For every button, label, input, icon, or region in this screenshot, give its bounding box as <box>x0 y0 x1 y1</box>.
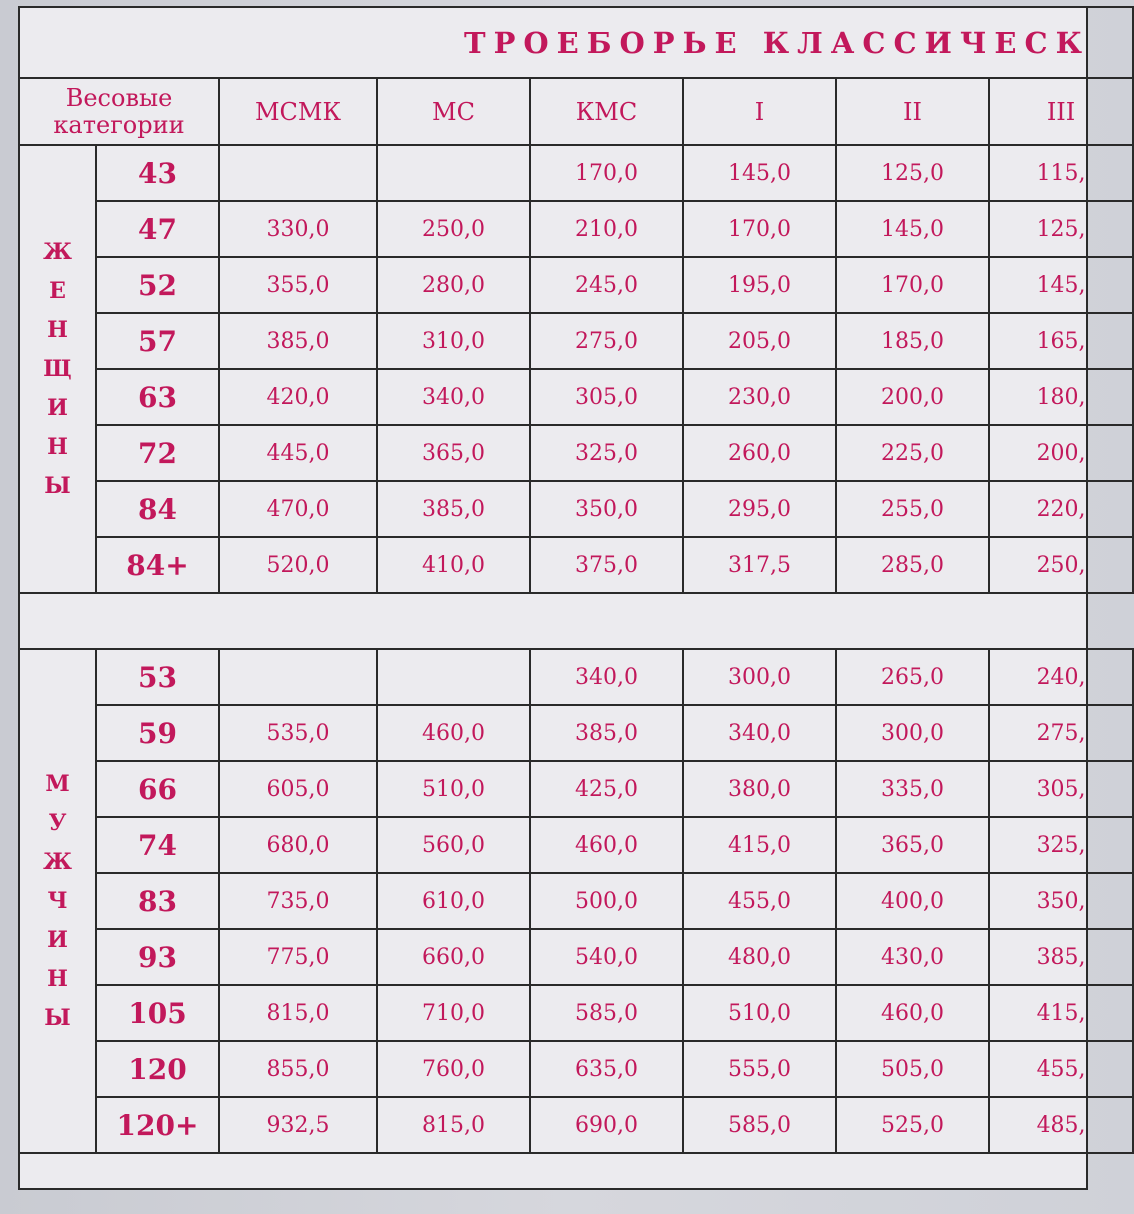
standard-value-cell: 710,0 <box>377 985 530 1041</box>
standard-value-cell: 610,0 <box>377 873 530 929</box>
standard-value-cell: 425,0 <box>530 761 683 817</box>
standard-value-cell: 305, <box>989 761 1133 817</box>
standard-value-cell: 335,0 <box>836 761 989 817</box>
rank-header-ms: МС <box>377 78 530 145</box>
weight-category-cell: 57 <box>96 313 219 369</box>
women-row <box>19 481 1133 537</box>
women-side-letter: Н <box>47 433 68 460</box>
header-row <box>19 78 1133 145</box>
women-side-letter: Ж <box>43 238 72 265</box>
weight-category-cell: 59 <box>96 705 219 761</box>
weight-categories-line2: категории <box>53 110 185 139</box>
standard-value-cell: 460,0 <box>836 985 989 1041</box>
standard-value-cell: 380,0 <box>683 761 836 817</box>
table-title-text: ТРОЕБОРЬЕ КЛАССИЧЕСК <box>464 25 1090 60</box>
standard-value-cell: 775,0 <box>219 929 377 985</box>
standard-value-cell: 420,0 <box>219 369 377 425</box>
standard-value-cell: 430,0 <box>836 929 989 985</box>
standard-value-cell: 525,0 <box>836 1097 989 1153</box>
standard-value-cell: 305,0 <box>530 369 683 425</box>
standard-value-cell: 125, <box>989 201 1133 257</box>
standard-value-cell: 205,0 <box>683 313 836 369</box>
standard-value-cell: 815,0 <box>219 985 377 1041</box>
standard-value-cell: 555,0 <box>683 1041 836 1097</box>
weight-category-cell: 105 <box>96 985 219 1041</box>
women-row <box>19 201 1133 257</box>
standard-value-cell: 470,0 <box>219 481 377 537</box>
weight-category-cell: 120+ <box>96 1097 219 1153</box>
weight-category-cell: 84+ <box>96 537 219 593</box>
standard-value-cell: 340,0 <box>530 649 683 705</box>
standard-value-cell: 145, <box>989 257 1133 313</box>
men-row <box>19 985 1133 1041</box>
standard-value-cell: 275,0 <box>530 313 683 369</box>
weight-category-cell: 47 <box>96 201 219 257</box>
standard-value-cell: 255,0 <box>836 481 989 537</box>
standard-value-cell: 485, <box>989 1097 1133 1153</box>
weight-category-cell: 43 <box>96 145 219 201</box>
standard-value-cell: 230,0 <box>683 369 836 425</box>
standard-value-cell: 280,0 <box>377 257 530 313</box>
standard-value-cell: 385,0 <box>377 481 530 537</box>
standard-value-cell: 300,0 <box>836 705 989 761</box>
standard-value-cell: 855,0 <box>219 1041 377 1097</box>
standards-table <box>18 6 1134 1154</box>
standard-value-cell: 220, <box>989 481 1133 537</box>
standard-value-cell: 460,0 <box>377 705 530 761</box>
men-side-letter: Ч <box>47 887 68 914</box>
standard-value-cell: 250,0 <box>377 201 530 257</box>
standards-table-sheet <box>18 6 1088 1190</box>
standard-value-cell: 350, <box>989 873 1133 929</box>
standard-value-cell: 260,0 <box>683 425 836 481</box>
men-side-label <box>19 649 96 1153</box>
women-side-letter: Н <box>47 316 68 343</box>
men-side-letter: М <box>45 770 70 797</box>
standard-value-cell: 520,0 <box>219 537 377 593</box>
standard-value-cell: 365,0 <box>377 425 530 481</box>
standard-value-cell: 145,0 <box>683 145 836 201</box>
weight-category-cell: 52 <box>96 257 219 313</box>
men-row <box>19 649 1133 705</box>
weight-category-cell: 74 <box>96 817 219 873</box>
men-row <box>19 1041 1133 1097</box>
standard-value-cell: 350,0 <box>530 481 683 537</box>
standard-value-cell: 330,0 <box>219 201 377 257</box>
standard-value-cell: 125,0 <box>836 145 989 201</box>
standard-value-cell: 375,0 <box>530 537 683 593</box>
standard-value-cell: 415,0 <box>683 817 836 873</box>
men-row <box>19 1097 1133 1153</box>
standard-value-cell: 310,0 <box>377 313 530 369</box>
standard-value-cell: 365,0 <box>836 817 989 873</box>
weight-category-cell: 120 <box>96 1041 219 1097</box>
men-row <box>19 705 1133 761</box>
standard-value-cell: 510,0 <box>683 985 836 1041</box>
rank-header-3: III <box>989 78 1133 145</box>
standard-value-cell: 200,0 <box>836 369 989 425</box>
standard-value-cell: 760,0 <box>377 1041 530 1097</box>
standard-value-cell: 240, <box>989 649 1133 705</box>
women-side-letter: Ы <box>44 472 71 499</box>
women-row <box>19 257 1133 313</box>
weight-categories-line1: Весовые <box>65 83 173 112</box>
standard-value-cell: 535,0 <box>219 705 377 761</box>
rank-header-kms: КМС <box>530 78 683 145</box>
women-row <box>19 313 1133 369</box>
standard-value-cell: 325, <box>989 817 1133 873</box>
weight-category-cell: 53 <box>96 649 219 705</box>
standard-value-cell: 500,0 <box>530 873 683 929</box>
standard-value-cell: 660,0 <box>377 929 530 985</box>
weight-category-cell: 66 <box>96 761 219 817</box>
women-side-letter: Щ <box>43 355 72 382</box>
standard-value-cell: 480,0 <box>683 929 836 985</box>
weight-category-cell: 93 <box>96 929 219 985</box>
standard-value-cell: 275, <box>989 705 1133 761</box>
standard-value-cell: 510,0 <box>377 761 530 817</box>
standard-value-cell: 932,5 <box>219 1097 377 1153</box>
weight-category-cell: 84 <box>96 481 219 537</box>
standard-value-cell: 385, <box>989 929 1133 985</box>
rank-header-2: II <box>836 78 989 145</box>
women-row <box>19 537 1133 593</box>
men-side-letter: И <box>47 926 68 953</box>
standard-value-cell: 735,0 <box>219 873 377 929</box>
standard-value-cell: 317,5 <box>683 537 836 593</box>
standard-value-cell: 340,0 <box>377 369 530 425</box>
standard-value-cell: 180, <box>989 369 1133 425</box>
standard-value-cell: 455, <box>989 1041 1133 1097</box>
group-spacer-row <box>19 593 1133 649</box>
women-row <box>19 145 1133 201</box>
standard-value-cell: 385,0 <box>530 705 683 761</box>
standard-value-cell: 680,0 <box>219 817 377 873</box>
women-row <box>19 425 1133 481</box>
rank-header-msmk: МСМК <box>219 78 377 145</box>
standard-value-cell: 585,0 <box>683 1097 836 1153</box>
standard-value-cell <box>377 649 530 705</box>
standard-value-cell: 400,0 <box>836 873 989 929</box>
standard-value-cell: 410,0 <box>377 537 530 593</box>
men-side-letter: Ж <box>43 848 72 875</box>
standard-value-cell <box>219 649 377 705</box>
standard-value-cell: 170,0 <box>530 145 683 201</box>
women-side-label <box>19 145 96 593</box>
standard-value-cell: 605,0 <box>219 761 377 817</box>
standard-value-cell: 165, <box>989 313 1133 369</box>
men-side-letter: Н <box>47 965 68 992</box>
weight-categories-header <box>19 78 219 145</box>
standard-value-cell: 355,0 <box>219 257 377 313</box>
standard-value-cell: 815,0 <box>377 1097 530 1153</box>
women-side-letter: И <box>47 394 68 421</box>
standard-value-cell: 170,0 <box>683 201 836 257</box>
standard-value-cell: 540,0 <box>530 929 683 985</box>
standard-value-cell: 200, <box>989 425 1133 481</box>
standard-value-cell: 415, <box>989 985 1133 1041</box>
men-row <box>19 761 1133 817</box>
standard-value-cell: 460,0 <box>530 817 683 873</box>
standard-value-cell <box>377 145 530 201</box>
standard-value-cell: 385,0 <box>219 313 377 369</box>
standard-value-cell: 185,0 <box>836 313 989 369</box>
weight-category-cell: 72 <box>96 425 219 481</box>
rank-header-1: I <box>683 78 836 145</box>
standard-value-cell: 585,0 <box>530 985 683 1041</box>
standard-value-cell: 635,0 <box>530 1041 683 1097</box>
standard-value-cell: 225,0 <box>836 425 989 481</box>
standard-value-cell: 265,0 <box>836 649 989 705</box>
men-row <box>19 929 1133 985</box>
standard-value-cell: 300,0 <box>683 649 836 705</box>
weight-category-cell: 63 <box>96 369 219 425</box>
standard-value-cell: 250, <box>989 537 1133 593</box>
standard-value-cell <box>219 145 377 201</box>
standard-value-cell: 195,0 <box>683 257 836 313</box>
standard-value-cell: 210,0 <box>530 201 683 257</box>
standard-value-cell: 325,0 <box>530 425 683 481</box>
standard-value-cell: 560,0 <box>377 817 530 873</box>
standard-value-cell: 505,0 <box>836 1041 989 1097</box>
standard-value-cell: 170,0 <box>836 257 989 313</box>
men-side-letter: У <box>48 809 67 836</box>
standard-value-cell: 245,0 <box>530 257 683 313</box>
women-row <box>19 369 1133 425</box>
standard-value-cell: 115, <box>989 145 1133 201</box>
men-row <box>19 873 1133 929</box>
standard-value-cell: 295,0 <box>683 481 836 537</box>
table-title <box>19 7 1133 78</box>
women-side-letter: Е <box>49 277 66 304</box>
standard-value-cell: 145,0 <box>836 201 989 257</box>
weight-category-cell: 83 <box>96 873 219 929</box>
men-row <box>19 817 1133 873</box>
group-spacer <box>19 593 1133 649</box>
standard-value-cell: 445,0 <box>219 425 377 481</box>
men-side-letter: Ы <box>44 1004 71 1031</box>
standard-value-cell: 340,0 <box>683 705 836 761</box>
standard-value-cell: 455,0 <box>683 873 836 929</box>
standard-value-cell: 285,0 <box>836 537 989 593</box>
standard-value-cell: 690,0 <box>530 1097 683 1153</box>
